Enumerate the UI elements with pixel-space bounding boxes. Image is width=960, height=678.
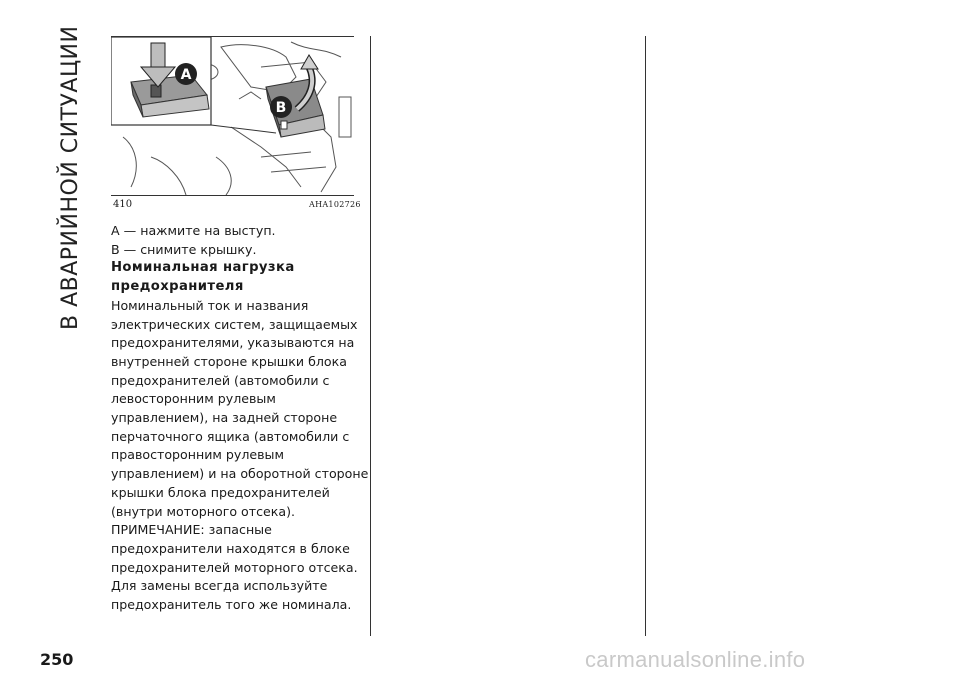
step-b-text: B — снимите крышку. [111,241,257,257]
section-heading: Номинальная нагрузка предохранителя [111,260,295,295]
watermark: carmanualsonline.info [585,647,806,672]
column-divider-right [645,36,646,636]
section-side-title: В АВАРИЙНОЙ СИТУАЦИИ [58,25,83,330]
callout-b-label: B [275,100,287,116]
fuse-box-illustration [111,36,354,196]
figure-number: 410 [113,199,133,210]
callout-a-label: A [180,67,192,83]
note-paragraph: ПРИМЕЧАНИЕ: запасные предохранители находятся в блоке предохранителей моторного отсека. Для замены всегда используйте предохранитель того же номинала. [111,522,358,613]
body-paragraph: Номинальный ток и названия электрических систем, защищаемых предохранителями, указываются на внутренней стороне крышки блока предохранителей (автомобили с левосторонним рулевым управлением), на задней стороне перчаточного ящика (автомобили с правосторонним рулевым управлением) и на оборотной стороне крышки блока предохранителей (внутри моторного отсека). [111,297,369,519]
instruction-text [111,222,373,615]
page-number: 250 [40,650,74,669]
figure-code: AHA102726 [309,200,361,209]
fuse-box-drawing [111,37,354,195]
step-a-text: A — нажмите на выступ. [111,223,276,238]
